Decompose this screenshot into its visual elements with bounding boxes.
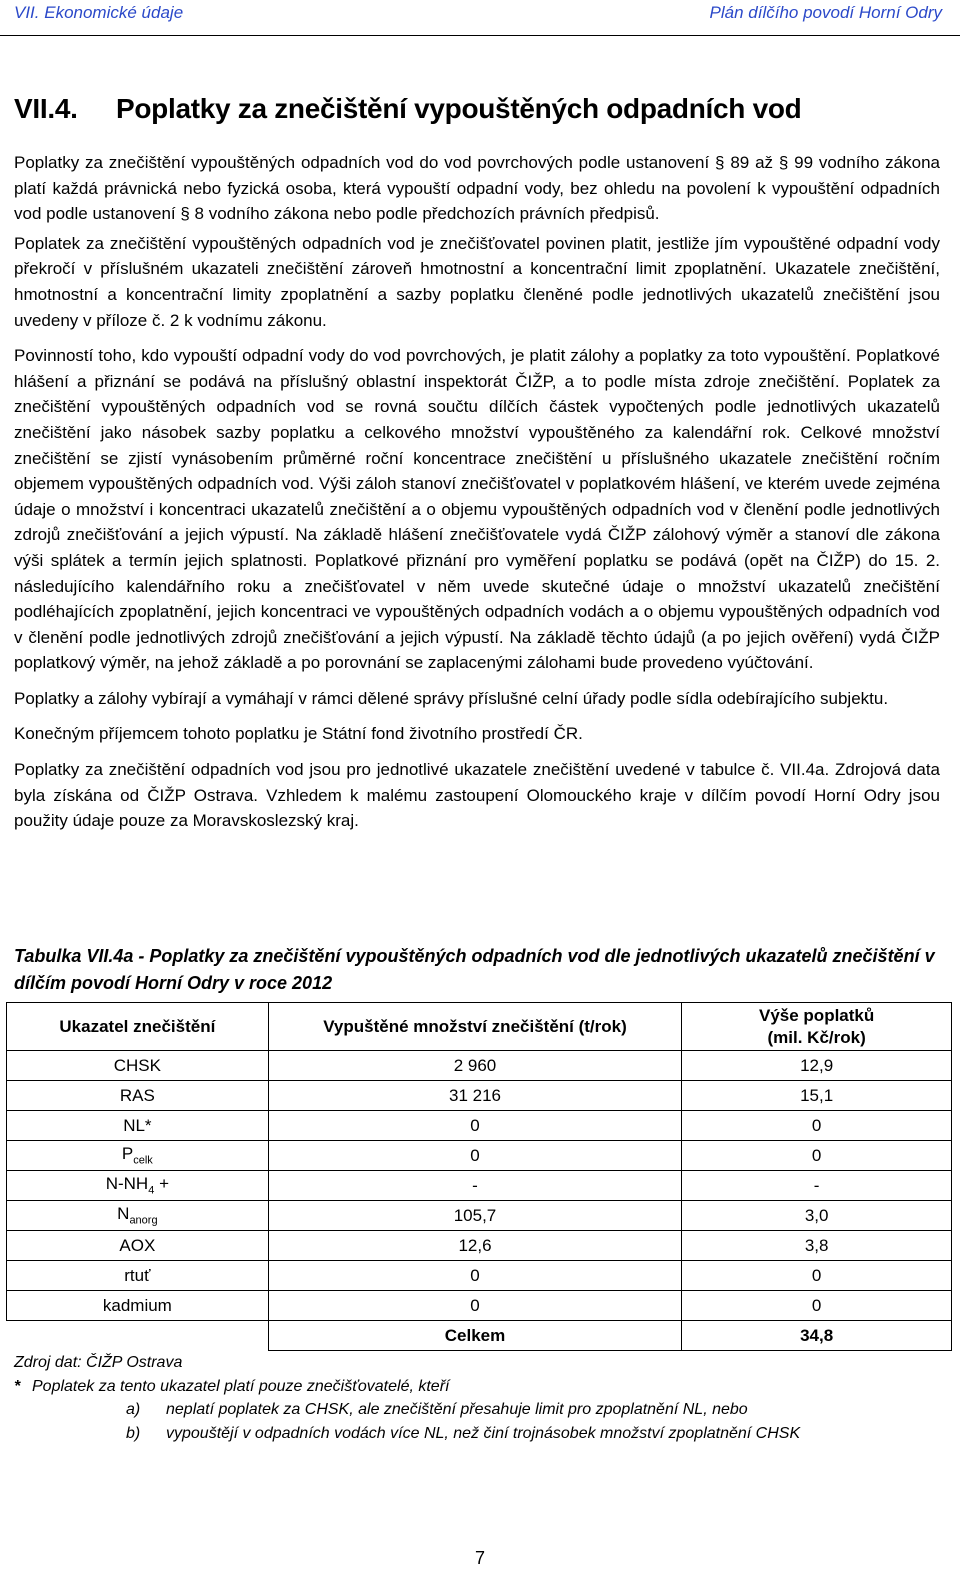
table-caption: Tabulka VII.4a - Poplatky za znečištění vypouštěných odpadních vod dle jednotlivých ukazatelů znečištění v dílčím povodí Horní Odry v roce 2012 bbox=[14, 946, 935, 993]
table-row bbox=[7, 1261, 952, 1291]
fee-cell: 12,9 bbox=[682, 1051, 952, 1081]
indicator-cell: AOX bbox=[7, 1231, 269, 1261]
fee-cell: 0 bbox=[682, 1261, 952, 1291]
indicator-cell: RAS bbox=[7, 1081, 269, 1111]
table-row bbox=[7, 1051, 952, 1081]
amount-cell: 0 bbox=[268, 1291, 682, 1321]
fee-cell: 3,0 bbox=[682, 1201, 952, 1231]
table-header-row bbox=[7, 1003, 952, 1051]
indicator-cell: $N-NH_4$ + bbox=[7, 1171, 269, 1201]
footnote-marker: * bbox=[14, 1378, 21, 1395]
total-label: Celkem bbox=[268, 1321, 682, 1351]
table-row bbox=[7, 1081, 952, 1111]
paragraph: Poplatky a zálohy vybírají a vymáhají v rámci dělené správy příslušné celní úřady podle sídla odebírajícího subjektu. bbox=[14, 688, 889, 708]
amount-cell: 105,7 bbox=[268, 1201, 682, 1231]
amount-cell: 12,6 bbox=[268, 1231, 682, 1261]
section-title: Poplatky za znečištění vypouštěných odpadních vod bbox=[116, 93, 802, 124]
amount-cell: 31 216 bbox=[268, 1081, 682, 1111]
column-header-line: (mil. Kč/rok) bbox=[767, 1027, 866, 1047]
column-header: Ukazatel znečištění bbox=[7, 1003, 269, 1051]
fee-cell: 0 bbox=[682, 1291, 952, 1321]
column-header-line: Výše poplatků bbox=[759, 1005, 875, 1025]
table-total-row bbox=[7, 1321, 952, 1351]
footnote-text: Poplatek za tento ukazatel platí pouze znečišťovatelé, kteří bbox=[32, 1378, 450, 1395]
footnote-item-text: vypouštějí v odpadních vodách více NL, než činí trojnásobek množství zpoplatnění CHSK bbox=[166, 1424, 801, 1442]
header-chapter: VII. Ekonomické údaje bbox=[14, 3, 184, 22]
table-row bbox=[7, 1111, 952, 1141]
indicator-cell: CHSK bbox=[7, 1051, 269, 1081]
data-source-note: Zdroj dat: ČIŽP Ostrava bbox=[14, 1354, 183, 1371]
page-number: 7 bbox=[474, 1548, 485, 1568]
paragraph: Poplatky za znečištění odpadních vod jsou pro jednotlivé ukazatele znečištění uvedené v tabulce č. VII.4a. Zdrojová data byla získána od ČIŽP Ostrava. Vzhledem k malému zastoupení Olomouckého kraje v dílčím povodí Horní Odry jsou použity údaje pouze za Moravskoslezský kraj. bbox=[14, 760, 940, 831]
header-document-title: Plán dílčího povodí Horní Odry bbox=[709, 3, 942, 22]
footnote-item-label: a) bbox=[126, 1401, 141, 1418]
amount-cell: 2 960 bbox=[268, 1051, 682, 1081]
table-row bbox=[7, 1291, 952, 1321]
total-value: 34,8 bbox=[682, 1321, 952, 1351]
column-header bbox=[682, 1003, 952, 1051]
body-text bbox=[14, 150, 940, 844]
indicator-cell: rtuť bbox=[7, 1261, 269, 1291]
paragraph: Konečným příjemcem tohoto poplatku je Státní fond životního prostředí ČR. bbox=[14, 724, 583, 744]
footnote bbox=[14, 1375, 449, 1398]
indicator-cell: NL* bbox=[7, 1111, 269, 1141]
section-number: VII.4. bbox=[14, 93, 78, 124]
amount-cell: 0 bbox=[268, 1261, 682, 1291]
table-row bbox=[7, 1171, 952, 1201]
indicator-cell: $N_{anorg}$ bbox=[7, 1201, 269, 1231]
indicator-cell: kadmium bbox=[7, 1291, 269, 1321]
paragraph: Poplatek za znečištění vypouštěných odpadních vod je znečišťovatel povinen platit, jestliže jím vypouštěné odpadní vody překročí v příslušném ukazateli znečištění zároveň hmotnostní a koncentrační limit zpoplatnění. Ukazatele znečištění, hmotnostní a koncentrační limity zpoplatnění a sazby poplatku členěné podle jednotlivých ukazatelů znečištění jsou uvedeny v příloze č. 2 k vodnímu zákonu. bbox=[14, 233, 940, 330]
fee-cell: 15,1 bbox=[682, 1081, 952, 1111]
footnote-item bbox=[126, 1398, 800, 1422]
footnote-list bbox=[126, 1398, 800, 1445]
page-header bbox=[0, 0, 960, 36]
amount-cell: - bbox=[268, 1171, 682, 1201]
column-header: Vypuštěné množství znečištění (t/rok) bbox=[268, 1003, 682, 1051]
section-heading bbox=[14, 93, 801, 125]
indicator-cell: $P_{celk}$ bbox=[7, 1141, 269, 1171]
table-row bbox=[7, 1141, 952, 1171]
fee-cell: 0 bbox=[682, 1111, 952, 1141]
paragraph: Povinností toho, kdo vypouští odpadní vody do vod povrchových, je platit zálohy a poplatky za toto vypouštění. Poplatkové hlášení a přiznání se podává na příslušný oblastní inspektorát ČIŽP, a to podle místa zdroje znečištění. Poplatek za znečištění vypouštěných odpadních vod se rovná součtu dílčích částek vypočtených podle jednotlivých ukazatelů znečištění jako násobek sazby poplatku a celkového množství vypouštěného za kalendářní rok. Celkové množství znečištění se zjistí vynásobením průměrné roční koncentrace znečištění u příslušného ukazatele znečištění ročním objemem vypouštěných odpadních vod. Výši záloh stanoví znečišťovatel v poplatkovém hlášení, ve kterém uvede zejména údaje o množství i koncentraci ukazatelů znečištění a o objemu vypouštěných odpadních vod v členění podle jednotlivých zdrojů znečišťování a jejich výpustí. Na základě hlášení znečišťovatele vydá ČIŽP zálohový výměr a stanoví dle zákona výši splátek a termín jejich splatnosti. Poplatkové přiznání pro vyměření poplatku se podává (opět na ČIŽP) do 15. 2. následujícího kalendářního roku a znečišťovatel v něm uvede skutečné údaje o množství ukazatelů znečištění podléhajících zpoplatnění, jejich koncentraci ve vypouštěných odpadních vodách a o objemu vypouštěných odpadních vod v členění podle jednotlivých zdrojů znečišťování a jejich výpustí. Na základě těchto údajů (a po jejich ověření) vydá ČIŽP poplatkový výměr, na jehož základě a po porovnání se zaplacenými zálohami bude provedeno vyúčtování. bbox=[14, 346, 940, 673]
amount-cell: 0 bbox=[268, 1141, 682, 1171]
amount-cell: 0 bbox=[268, 1111, 682, 1141]
footnote-item bbox=[126, 1422, 800, 1446]
fee-cell: - bbox=[682, 1171, 952, 1201]
footnote-item-text: neplatí poplatek za CHSK, ale znečištění přesahuje limit pro zpoplatnění NL, nebo bbox=[166, 1401, 748, 1418]
footnote-item-label: b) bbox=[126, 1424, 141, 1442]
table-row bbox=[7, 1201, 952, 1231]
table-row bbox=[7, 1231, 952, 1261]
fees-table bbox=[6, 1002, 952, 1351]
paragraph: Poplatky za znečištění vypouštěných odpadních vod do vod povrchových podle ustanovení § 89 až § 99 vodního zákona platí každá právnická nebo fyzická osoba, která vypouští odpadní vody, bez ohledu na povolení k vypouštění odpadních vod podle ustanovení § 8 vodního zákona nebo podle předchozích právních předpisů. bbox=[14, 153, 940, 224]
fee-cell: 0 bbox=[682, 1141, 952, 1171]
empty-cell bbox=[7, 1321, 269, 1351]
table-body bbox=[7, 1051, 952, 1351]
fee-cell: 3,8 bbox=[682, 1231, 952, 1261]
